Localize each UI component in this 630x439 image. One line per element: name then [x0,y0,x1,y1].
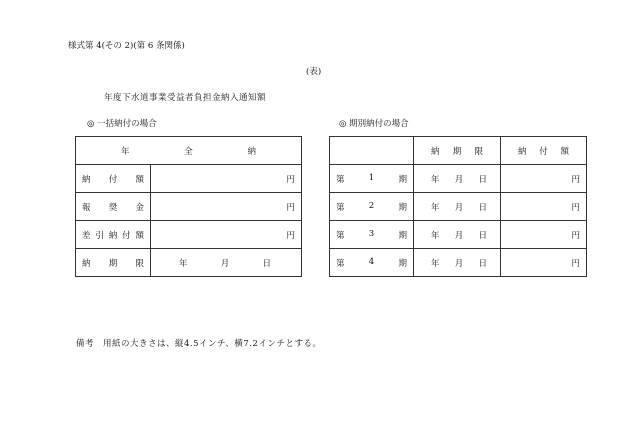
yen-unit: 円 [571,230,580,241]
header-char: 期 [452,146,462,157]
day-unit: 日 [478,202,487,213]
header-char: 納 [431,146,440,157]
period-cell [330,221,414,249]
header-char: 限 [474,146,483,157]
yen-unit: 円 [286,230,296,241]
deadline-field[interactable] [414,249,501,277]
installment-row [330,165,587,193]
label-char: 限 [135,258,144,269]
form-label: 様式第 4(その 2)(第 6 条関係) [68,41,185,51]
header-char: 納 [518,146,527,157]
blank-header-cell [330,137,414,165]
installment-row [330,249,587,277]
lump-sum-row-amount [76,165,302,193]
lump-sum-heading: ◎ 一括納付の場合 [87,119,157,129]
label-char: 納 [108,230,118,241]
period-char: 第 [336,258,345,269]
amount-field[interactable] [501,193,587,221]
document-title: 年度下水道事業受益者負担金納入通知額 [104,93,267,103]
month-unit: 月 [454,174,464,185]
header-char: 付 [539,146,548,157]
reward-field[interactable] [151,193,302,221]
installment-row [330,193,587,221]
deadline-header-cell [414,137,501,165]
amount-field[interactable] [501,249,587,277]
header-char: 額 [560,146,569,157]
period-number: 4 [368,256,375,267]
day-unit: 日 [478,258,487,269]
deadline-field[interactable] [414,221,501,249]
label-char: 付 [108,174,118,185]
header-char: 全 [184,146,193,157]
label-char: 奨 [108,202,118,213]
period-cell [330,193,414,221]
header-char: 納 [247,146,257,157]
day-unit: 日 [478,174,487,185]
period-char: 期 [398,202,407,213]
period-char: 期 [398,174,407,185]
amount-header-cell [501,137,587,165]
row-label [76,193,151,221]
installment-header-row [330,137,587,165]
year-unit: 年 [431,202,440,213]
header-char: 年 [121,146,130,157]
label-char: 額 [135,230,144,241]
yen-unit: 円 [571,258,580,269]
label-char: 付 [122,230,131,241]
yen-unit: 円 [571,202,580,213]
remarks-note: 備考 用紙の大きさは、縦4.5インチ、横7.2インチとする。 [76,339,322,349]
year-unit: 年 [431,230,440,241]
amount-field[interactable] [151,165,302,193]
label-char: 納 [82,174,91,185]
amount-header-cell [76,137,302,165]
day-unit: 日 [262,258,272,269]
label-char: 金 [135,202,144,213]
period-char: 第 [336,174,345,185]
deadline-field[interactable] [414,193,501,221]
row-label [76,165,151,193]
deadline-field[interactable] [414,165,501,193]
amount-field[interactable] [501,165,587,193]
period-char: 第 [336,202,345,213]
period-cell [330,249,414,277]
period-char: 期 [398,230,407,241]
label-char: 報 [82,202,91,213]
month-unit: 月 [454,258,464,269]
year-unit: 年 [179,258,188,269]
label-char: 額 [135,174,144,185]
label-char: 差 [82,230,91,241]
row-label [76,221,151,249]
net-amount-field[interactable] [151,221,302,249]
period-number: 3 [368,228,375,239]
period-cell [330,165,414,193]
label-char: 納 [82,258,91,269]
period-number: 1 [368,172,375,183]
period-char: 期 [398,258,407,269]
period-number: 2 [368,200,375,211]
year-unit: 年 [431,258,440,269]
lump-sum-row-reward [76,193,302,221]
period-char: 第 [336,230,345,241]
lump-sum-row-net [76,221,302,249]
year-unit: 年 [431,174,440,185]
yen-unit: 円 [571,174,580,185]
deadline-field[interactable] [151,249,302,277]
row-label [76,249,151,277]
lump-sum-row-deadline [76,249,302,277]
lump-sum-header-row [76,137,302,165]
day-unit: 日 [478,230,487,241]
month-unit: 月 [454,202,464,213]
front-side-label: (表) [306,67,322,77]
yen-unit: 円 [286,202,296,213]
label-char: 期 [108,258,118,269]
installment-heading: ◎ 期別納付の場合 [339,119,409,129]
installment-table [329,136,587,277]
month-unit: 月 [220,258,230,269]
yen-unit: 円 [286,174,296,185]
lump-sum-table [75,136,302,277]
label-char: 引 [95,230,104,241]
installment-row [330,221,587,249]
month-unit: 月 [454,230,464,241]
amount-field[interactable] [501,221,587,249]
